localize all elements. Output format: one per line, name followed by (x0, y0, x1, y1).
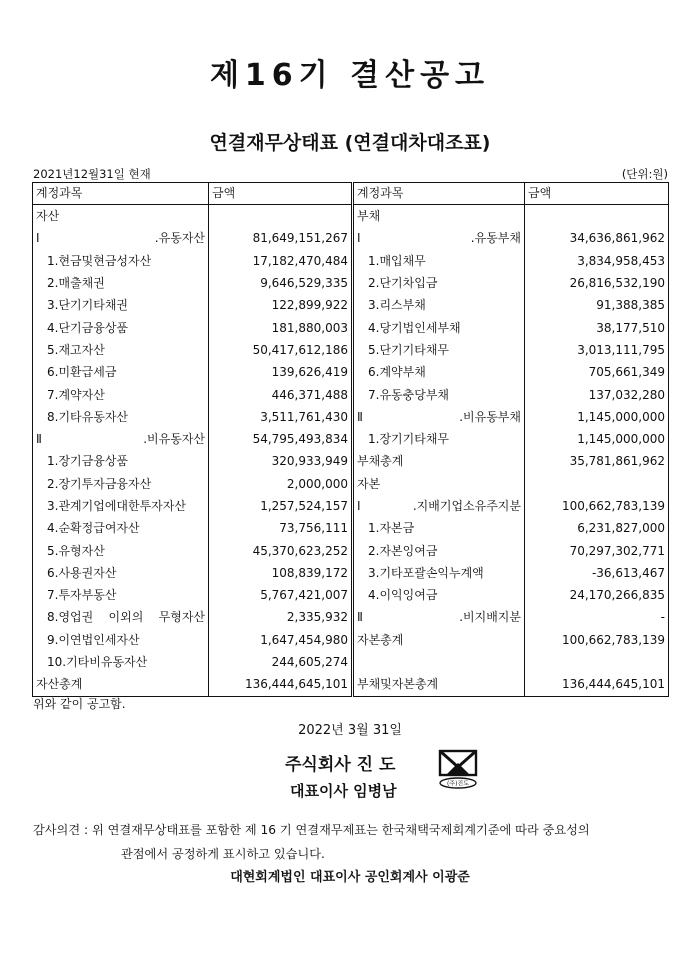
amount-right: 3,013,111,795 (577, 342, 665, 357)
header-amount-left: 금액 (209, 183, 353, 205)
account-left: 3.관계기업에대한투자자산 (33, 495, 209, 517)
account-left: Ⅰ.유동자산 (33, 227, 209, 249)
account-left: 7.계약자산 (33, 383, 209, 405)
account-right: 3.기타포괄손익누계액 (353, 562, 525, 584)
amount-left: 136,444,645,101 (209, 673, 353, 696)
statement-subtitle: 연결재무상태표 (연결대차대조표) (209, 132, 491, 154)
account-right: Ⅰ.유동부채 (353, 227, 525, 249)
amount-left: 81,649,151,267 (209, 227, 353, 249)
amount-right: 70,297,302,771 (569, 543, 665, 558)
account-right: 1.자본금 (353, 517, 525, 539)
page-title: 제16기 결산공고 (209, 58, 491, 93)
announcement-date: 2022년 3월 31일 (298, 723, 402, 738)
table-row (33, 606, 669, 628)
amount-right: 24,170,266,835 (569, 588, 665, 603)
table-row (33, 651, 669, 673)
table-row (33, 339, 669, 361)
table-row (33, 406, 669, 428)
account-right: 1.장기기타채무 (353, 428, 525, 450)
amount-right: 3,834,958,453 (577, 253, 665, 268)
table-row (33, 294, 669, 316)
account-left: 6.미환급세금 (33, 361, 209, 383)
table-row (33, 517, 669, 539)
amount-right: - (660, 610, 665, 625)
amount-left: 3,511,761,430 (209, 406, 353, 428)
balance-sheet-body (33, 205, 669, 697)
table-row (33, 361, 669, 383)
account-right: 부채총계 (353, 450, 525, 472)
amount-left: 108,839,172 (209, 562, 353, 584)
amount-left: 139,626,419 (209, 361, 353, 383)
amount-right: 137,032,280 (588, 387, 665, 402)
company-name: 주식회사 진 도 (285, 755, 396, 775)
account-right: 2.단기차입금 (353, 272, 525, 294)
account-right: 자본총계 (353, 629, 525, 651)
unit-label: (단위:원) (621, 167, 668, 181)
account-right: 부채 (353, 205, 525, 228)
account-right: 5.단기기타채무 (353, 339, 525, 361)
account-left: 2.매출채권 (33, 272, 209, 294)
account-right: 2.자본잉여금 (353, 539, 525, 561)
amount-left: 17,182,470,484 (209, 250, 353, 272)
announcement-note: 위와 같이 공고함. (33, 697, 126, 711)
amount-left: 54,795,493,834 (209, 428, 353, 450)
table-row (33, 473, 669, 495)
account-right: 6.계약부채 (353, 361, 525, 383)
account-right: Ⅱ.비유동부채 (353, 406, 525, 428)
account-left: 4.단기금융상품 (33, 316, 209, 338)
table-header-row (33, 183, 669, 205)
account-left: 4.순확정급여자산 (33, 517, 209, 539)
account-left: Ⅱ.비유동자산 (33, 428, 209, 450)
account-right: 자본 (353, 473, 525, 495)
table-row (33, 562, 669, 584)
amount-left: 320,933,949 (209, 450, 353, 472)
table-row (33, 383, 669, 405)
account-left: 6.사용권자산 (33, 562, 209, 584)
amount-left: 446,371,488 (209, 383, 353, 405)
amount-right: 100,662,783,139 (561, 499, 665, 513)
account-left: 2.장기투자금융자산 (33, 473, 209, 495)
amount-right: 34,636,861,962 (569, 231, 665, 246)
table-row (33, 673, 669, 696)
account-right: 7.유동충당부채 (353, 383, 525, 405)
table-row (33, 250, 669, 272)
amount-left: 9,646,529,335 (209, 272, 353, 294)
as-of-date: 2021년12월31일 현재 (33, 167, 151, 181)
header-account-left: 계정과목 (33, 183, 209, 205)
table-row (33, 629, 669, 651)
amount-right: 35,781,861,962 (569, 454, 665, 469)
balance-sheet-table (32, 182, 669, 697)
account-left: 8.영업권 이외의 무형자산 (33, 606, 209, 628)
account-left: 1.장기금융상품 (33, 450, 209, 472)
account-right: 3.리스부채 (353, 294, 525, 316)
table-row (33, 495, 669, 517)
amount-right (525, 473, 669, 495)
table-row (33, 205, 669, 228)
amount-right: 38,177,510 (596, 320, 665, 335)
header-account-right: 계정과목 (353, 183, 525, 205)
amount-right: 6,231,827,000 (577, 521, 665, 536)
table-row (33, 428, 669, 450)
audit-opinion-line1: 감사의견 : 위 연결재무상태표를 포함한 제 16 기 연결재무제표는 한국채택국제회계기준에 따라 중요성의 (33, 823, 590, 837)
amount-left: 244,605,274 (209, 651, 353, 673)
audit-opinion-line2: 관점에서 공정하게 표시하고 있습니다. (121, 847, 325, 861)
amount-right: 26,816,532,190 (569, 276, 665, 291)
amount-right: 1,145,000,000 (577, 409, 665, 424)
statement-meta (33, 166, 668, 182)
account-right (353, 651, 525, 673)
table-row (33, 272, 669, 294)
account-right: 4.이익잉여금 (353, 584, 525, 606)
company-seal-logo (437, 748, 479, 790)
logo-text: (주)진도 (446, 780, 470, 788)
amount-left: 50,417,612,186 (209, 339, 353, 361)
account-left: 5.유형자산 (33, 539, 209, 561)
account-right: 1.매입채무 (353, 250, 525, 272)
amount-left: 5,767,421,007 (209, 584, 353, 606)
account-left: 10.기타비유동자산 (33, 651, 209, 673)
representative-name: 대표이사 임병남 (290, 782, 397, 800)
account-left: 7.투자부동산 (33, 584, 209, 606)
amount-left (209, 205, 353, 228)
amount-right: 1,145,000,000 (577, 432, 665, 447)
account-left: 8.기타유동자산 (33, 406, 209, 428)
account-left: 3.단기기타채권 (33, 294, 209, 316)
amount-left: 73,756,111 (209, 517, 353, 539)
amount-right: 705,661,349 (588, 365, 665, 380)
amount-left: 45,370,623,252 (209, 539, 353, 561)
account-right: Ⅱ.비지배지분 (353, 606, 525, 628)
account-left: 자산총계 (33, 673, 209, 696)
amount-right (525, 205, 669, 228)
account-left: 1.현금및현금성자산 (33, 250, 209, 272)
amount-right (525, 651, 669, 673)
account-right: 4.당기법인세부채 (353, 316, 525, 338)
table-row (33, 450, 669, 472)
header-amount-right: 금액 (525, 183, 669, 205)
amount-left: 122,899,922 (209, 294, 353, 316)
amount-left: 181,880,003 (209, 316, 353, 338)
amount-right: 100,662,783,139 (561, 632, 665, 647)
account-left: 자산 (33, 205, 209, 228)
account-right: 부채및자본총계 (353, 673, 525, 696)
amount-left: 1,257,524,157 (209, 495, 353, 517)
table-row (33, 227, 669, 249)
amount-right: 136,444,645,101 (561, 677, 665, 692)
amount-left: 1,647,454,980 (209, 629, 353, 651)
table-row (33, 584, 669, 606)
audit-opinion (33, 818, 673, 866)
table-row (33, 539, 669, 561)
amount-left: 2,335,932 (209, 606, 353, 628)
table-row (33, 316, 669, 338)
amount-left: 2,000,000 (209, 473, 353, 495)
amount-right: -36,613,467 (591, 565, 665, 580)
account-left: 9.이연법인세자산 (33, 629, 209, 651)
amount-right: 91,388,385 (596, 298, 665, 313)
auditor-signature: 대현회계법인 대표이사 공인회계사 이광준 (230, 870, 470, 885)
account-left: 5.재고자산 (33, 339, 209, 361)
account-right: Ⅰ.지배기업소유주지분 (353, 495, 525, 517)
